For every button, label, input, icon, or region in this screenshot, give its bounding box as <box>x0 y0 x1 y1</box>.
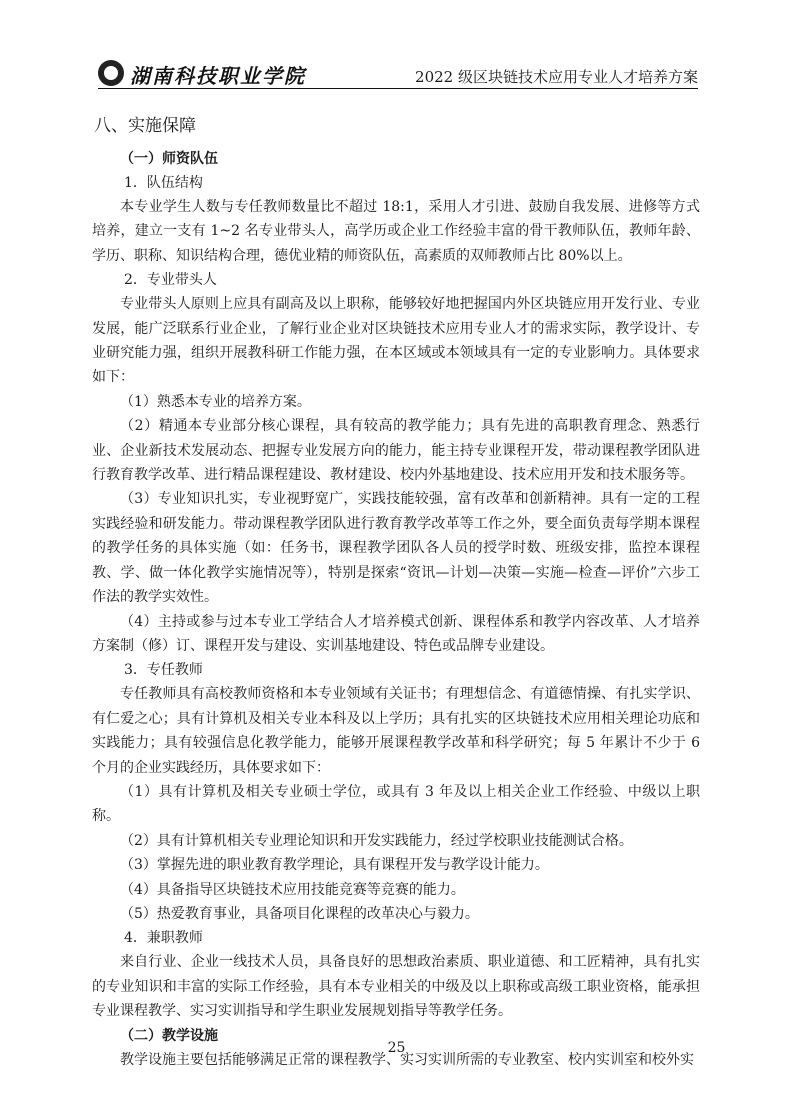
list-item: （3）专业知识扎实，专业视野宽广，实践技能较强，富有改革和创新精神。具有一定的工程实践经验和研发能力。带动课程教学团队进行教育教学改革等工作之外，要全面负责每学期本课程的教学任务的具体实施（如：任务书，课程教学团队各人员的授学时数、班级安排，监控本课程教、学、做一体化教学实施情况等），特别是探索“资讯—计划—决策—实施—检查—评价”六步工作法的教学实效性。 <box>92 491 700 606</box>
header-title: 2022 级区块链技术应用专业人才培养方案 <box>415 68 698 86</box>
list-item: （3）掌握先进的职业教育教学理论，具有课程开发与教学设计能力。 <box>120 857 549 874</box>
school-name-logo: 湖南科技职业学院 <box>130 64 306 88</box>
page-number: 25 <box>387 1040 406 1056</box>
list-item: （5）热爱教育事业，具备项目化课程的改革决心与毅力。 <box>120 905 479 922</box>
page-header <box>98 58 698 88</box>
paragraph: 教学设施主要包括能够满足正常的课程教学、实习实训所需的专业教室、校内实训室和校外实 <box>120 1051 694 1068</box>
paragraph: 专业带头人原则上应具有副高及以上职称，能够较好地把握国内外区块链应用开发行业、专业发展，能广泛联系行业企业，了解行业企业对区块链技术应用专业人才的需求实际，教学设计、专业研究能力强，组织开展教科研工作能力强，在本区域或本领域具有一定的专业影响力。具体要求如下： <box>92 296 700 386</box>
list-item: （2）精通本专业部分核心课程，具有较高的教学能力；具有先进的高职教育理念、熟悉行业、企业新技术发展动态、把握专业发展方向的能力，能主持专业课程开发，带动课程教学团队进行教育教学改革、进行精品课程建设、教材建设、校内外基地建设、技术应用开发和技术服务等。 <box>92 418 700 484</box>
list-item: （1）具有计算机及相关专业硕士学位，或具有 3 年及以上相关企业工作经验、中级以上职称。 <box>92 783 700 825</box>
header-divider <box>98 88 698 89</box>
subsection-title-faculty: （一）师资队伍 <box>120 151 218 167</box>
part-title-program-leader: 2．专业带头人 <box>124 272 217 289</box>
list-item: （4）具备指导区块链技术应用技能竞赛等竞赛的能力。 <box>120 881 465 898</box>
part-title-full-time-teachers: 3．专任教师 <box>124 662 203 679</box>
section-title: 八、实施保障 <box>94 116 196 136</box>
paragraph: 本专业学生人数与专任教师数量比不超过 18:1，采用人才引进、鼓励自我发展、进修等方式培养，建立一支有 1~2 名专业带头人，高学历或企业工作经验丰富的骨干教师队伍，教师年龄、学历、职称、知识结构合理，德优业精的师资队伍，高素质的双师教师占比 80%以上。 <box>92 199 700 264</box>
subsection-title-facilities: （二）教学设施 <box>120 1027 218 1044</box>
part-title-part-time-teachers: 4．兼职教师 <box>124 930 203 947</box>
part-title-team-structure: 1．队伍结构 <box>124 175 203 191</box>
list-item: （4）主持或参与过本专业工学结合人才培养模式创新、课程体系和教学内容改革、人才培养方案制（修）订、课程开发与建设、实训基地建设、特色或品牌专业建设。 <box>92 613 700 654</box>
list-item: （1）熟悉本专业的培养方案。 <box>120 393 311 410</box>
list-item: （2）具有计算机相关专业理论知识和开发实践能力，经过学校职业技能测试合格。 <box>120 832 633 849</box>
paragraph: 专任教师具有高校教师资格和本专业领域有关证书；有理想信念、有道德情操、有扎实学识、有仁爱之心；具有计算机及相关专业本科及以上学历；具有扎实的区块链技术应用相关理论功底和实践能力；具有较强信息化教学能力，能够开展课程教学改革和科学研究；每 5 年累计不少于 6 个月的企业实践经历，具体要求如下： <box>92 686 700 776</box>
page-body <box>92 112 700 1072</box>
school-logo-icon <box>98 60 124 86</box>
paragraph: 来自行业、企业一线技术人员，具备良好的思想政治素质、职业道德、和工匠精神，具有扎实的专业知识和丰富的实际工作经验，具有本专业相关的中级及以上职称或高级工职业资格，能承担专业课程教学、实习实训指导和学生职业发展规划指导等教学任务。 <box>92 954 700 1020</box>
